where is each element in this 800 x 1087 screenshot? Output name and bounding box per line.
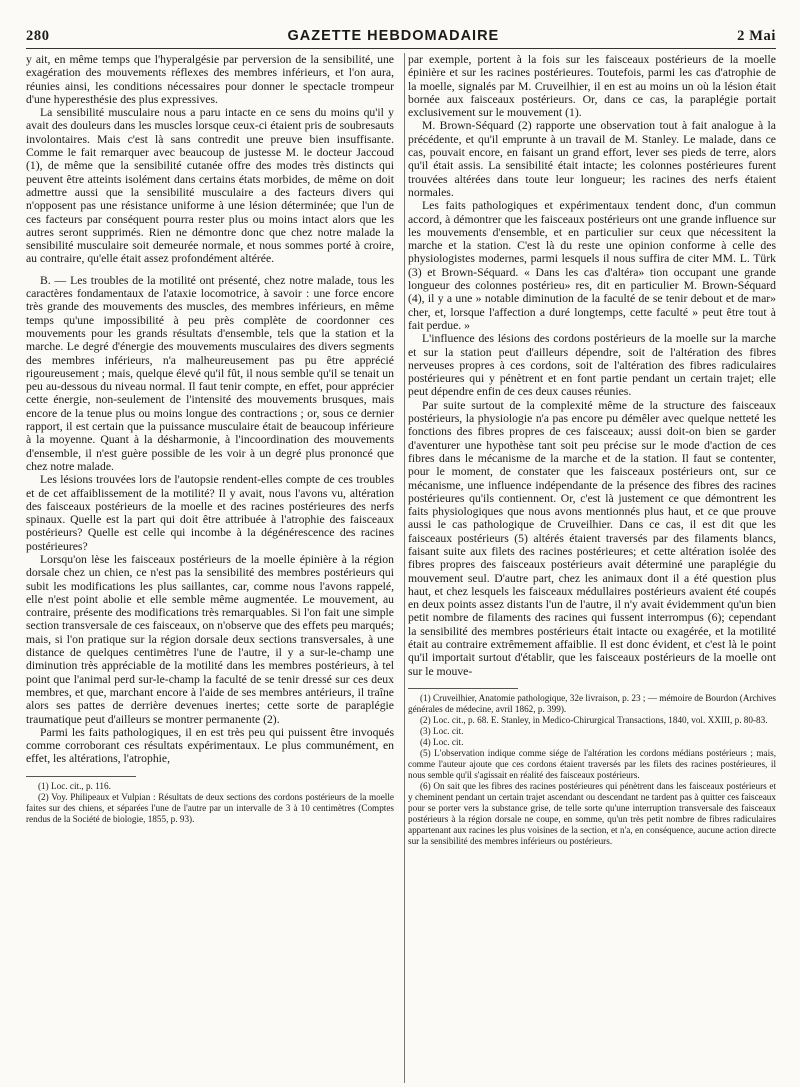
footnote-rule <box>408 688 518 689</box>
left-paragraph: y ait, en même temps que l'hyperalgésie par perversion de la sensibilité, une exagération des mouvements réflexes des membres inférieurs, et l'on aura, réunies ainsi, les conditions nécessaires pour donner le spectacle trompeur d'une hyperesthésie des plus expressives. <box>26 53 394 106</box>
footnote: (4) Loc. cit. <box>420 736 464 747</box>
left-column <box>26 53 394 847</box>
right-paragraph: par exemple, portent à la fois sur les faisceaux postérieurs de la moelle épinière et sur les racines postérieures. Toutefois, parmi les cas d'atrophie de la moelle, signalés par M. Cruveilhier, il en est au moins un où la lésion était bornée aux faisceaux postérieurs. Or, dans ce cas, la paraplégie portait exclusivement sur le mouvement (1). <box>408 53 776 120</box>
footnote: (3) Loc. cit. <box>420 725 464 736</box>
footnote: (6) On sait que les fibres des racines postérieures qui pénètrent dans les faisceaux postérieurs et y cheminent pendant un certain trajet ascendant ou descendant ne tardent pas à quitter ces faisceaux pour se porter vers la substance grise, de telle sorte qu'une interruption transversale des faisceaux postérieurs à la région dorsale ne coupe, en somme, qu'un très petit nombre de fibres radiculaires appartenant aux racines les plus voisines de la section, et n'a, en conséquence, aucune action directe sur la sensibilité des membres inférieurs ou postérieurs. <box>408 780 776 846</box>
journal-title: GAZETTE HEBDOMADAIRE <box>287 28 500 44</box>
left-paragraph: Les lésions trouvées lors de l'autopsie rendent-elles compte de ces troubles et de cet affaiblissement de la motilité? Il y avait, nous l'avons vu, altération des faisceaux postérieurs de la moelle et des racines postérieures des nerfs spinaux. Quelle est la part qui doit être attribuée à l'atrophie des faisceaux postérieurs? Quelle est celle qui incombe à la dégénérescence des racines postérieures? <box>26 473 394 553</box>
footnote-rule <box>26 776 136 777</box>
right-paragraph: Les faits pathologiques et expérimentaux tendent donc, d'un commun accord, à démontrer que les faisceaux postérieurs ont une grande influence sur les mouvements d'ensemble, et en particulier sur ceux que nécessitent la marche et la station. C'est là du reste une opinion conforme à celle des physiologistes modernes, parmi lesquels il nous suffira de citer MM. L. Türk (3) et Brown-Séquard. « Dans les cas d'altéra» tion occupant une grande longueur des colonnes postérieu» res, dit en particulier M. Brown-Séquard (4), il y a une » notable diminution de la faculté de se tenir debout et de mar» cher, et, lorsque l'affection a duré longtemps, cette faculté » peut être tout à fait perdue. » <box>408 199 776 332</box>
page-number: 280 <box>26 28 50 44</box>
footnote: (2) Loc. cit., p. 68. E. Stanley, in Medico-Chirurgical Transactions, 1840, vol. XXIII, p. 80-83. <box>420 714 768 725</box>
left-paragraph: La sensibilité musculaire nous a paru intacte en ce sens du moins qu'il y avait des douleurs dans les muscles lorsque ceux-ci étaient pris de soubresauts involontaires. Mais c'est là sans contredit une preuve bien insuffisante. Comme le fait remarquer avec beaucoup de justesse M. le docteur Jaccoud (1), de même que la sensibilité cutanée offre des modes très distincts qui peuvent être atteints isolément dans certains états morbides, de même on doit admettre aussi que la sensibilité musculaire a des facteurs divers qui n'opposent pas une résistance uniforme à une lésion déterminée; que l'un de ces facteurs par conséquent pourra rester plus ou moins intact alors que les autres seront supprimés. Rien ne démontre donc que chez notre malade la sensibilité musculaire soit demeurée normale, et nous sommes porté à croire, au contraire, qu'elle était assez profondément altérée. <box>26 106 394 266</box>
right-paragraph: L'influence des lésions des cordons postérieurs de la moelle sur la marche et sur la station peut d'ailleurs dépendre, soit de l'altération des fibres nerveuses propres à ces cordons, soit de l'altération des fibres radiculaires postérieures qui y pénètrent et en font partie pendant un certain trajet; elle peut dépendre enfin de ces deux causes réunies. <box>408 332 776 399</box>
right-paragraph: M. Brown-Séquard (2) rapporte une observation tout à fait analogue à la précédente, et qu'il emprunte à un travail de M. Stanley. Le malade, dans ce cas, pouvait encore, en faisant un grand effort, lever ses pieds de terre, alors qu'il était assis. La sensibilité était intacte; les colonnes postérieures furent trouvées altérées dans toute leur longueur; les racines des nerfs étaient normales. <box>408 119 776 199</box>
footnote: (5) L'observation indique comme siége de l'altération les cordons médians postérieurs ; mais, comme l'auteur ajoute que ces cordons étaient traversés par les filets des racines postérieures, il nous semble qu'il s'agissait en réalité des faisceaux postérieurs. <box>408 747 776 780</box>
column-divider <box>404 53 405 1083</box>
running-header <box>26 28 776 49</box>
footnote: (1) Loc. cit., p. 116. <box>38 780 111 791</box>
left-footnotes <box>26 781 394 825</box>
text-columns <box>26 53 776 847</box>
left-paragraph: Lorsqu'on lèse les faisceaux postérieurs de la moelle épinière à la région dorsale chez un chien, ce n'est pas la sensibilité des membres postérieurs qui subit les modifications les plus saillantes, car, comme nous l'avons rappelé, elle n'est point abolie et elle semble même augmentée. Le mouvement, au contraire, présente des modifications très remarquables. Si l'on fait une simple section transversale de ces faisceaux, on n'observe que des effets peu marqués; mais, si l'on pratique sur la région dorsale deux sections transversales, à une distance de quelques centimètres l'une de l'autre, il y a sur-le-champ une diminution très appréciable de la motilité dans les membres postérieurs, à tel point que l'animal perd sur-le-champ la faculté de se tenir dressé sur ces deux membres, et que, marchant encore à l'aide de ses membres antérieurs, il traîne alors ses pattes de derrière devenues inertes; cette sorte de paraplégie traumatique peut d'ailleurs se montrer permanente (2). <box>26 552 394 726</box>
issue-date: 2 Mai <box>737 28 776 44</box>
footnote: (2) Voy. Philipeaux et Vulpian : Résultats de deux sections des cordons postérieurs de la moelle faites sur des chiens, et séparées l'une de l'autre par un intervalle de 3 à 10 centimètres (Comptes rendus de la Société de biologie, 1855, p. 93). <box>26 791 394 824</box>
right-paragraph: Par suite surtout de la complexité même de la structure des faisceaux postérieurs, la physiologie n'a pas encore pu démêler avec quelque netteté les fonctions des fibres propres de ces faisceaux; aussi doit-on bien se garder d'aventurer une hypothèse tant soit peu précise sur le mode d'action de ces fibres dans le mécanisme de la marche et de la station. Il faut se contenter, pour le moment, de constater que les faisceaux postérieurs ont, sur ce mécanisme, une influence indépendante de la présence des fibres des racines postérieures qu'ils contiennent. Or, c'est là justement ce que démontrent les faits physiologiques que nous avons mentionnés plus haut, et ce que prouve aussi le cas pathologique de Cruveilhier. Dans ce cas, il est dit que les faisceaux postérieurs (5) altérés étaient traversés par des filaments blancs, faisant suite aux filets des racines postérieures; et cette altération isolée des fibres propres des faisceaux postérieurs avait déterminé une paraplégie du mouvement seul. D'autre part, chez les animaux dont il a été question plus haut, et chez lesquels les faisceaux médullaires postérieurs avaient été coupés en deux points assez distants l'un de l'autre, il n'y avait évidemment qu'un bien petit nombre de filaments des racines qui fussent interrompus (6); cependant la sensibilité des membres postérieurs était intacte ou exagérée, et la motilité était au contraire extrêmement affaiblie. Il est donc évident, et c'est là le point qu'il importait surtout d'établir, que les faisceaux postérieurs de la moelle ont sur le mouve- <box>408 398 776 678</box>
left-paragraph: B. — Les troubles de la motilité ont présenté, chez notre malade, tous les caractères fondamentaux de l'ataxie locomotrice, à savoir : une force encore très grande des mouvements des muscles, des membres inférieurs, en même temps qu'une impossibilité à peu près complète de coordonner ces mouvements pour les grands résultats d'ensemble, tels que la station et la marche. Le degré d'énergie des mouvements musculaires des divers segments des membres inférieurs, n'a malheureusement pas pu être apprécié rigoureusement ; mais, quelque élevé qu'il fût, il nous semble qu'il se tenait un peu au-dessous du niveau normal. Il faut tenir compte, en effet, pour apprécier cette énergie, non-seulement de l'intensité des mouvements brusques, mais encore de la tenue plus ou moins longue des contractions ; or, sous ce dernier rapport, il est certain que la puissance musculaire était de beaucoup inférieure à la moyenne. Quant à la désharmonie, à l'incoordination des mouvements d'ensemble, il n'est guère possible de les voir à un degré plus prononcé que chez notre malade. <box>26 273 394 473</box>
footnote: (1) Cruveilhier, Anatomie pathologique, 32e livraison, p. 23 ; — mémoire de Bourdon (Archives générales de médecine, avril 1862, p. 399). <box>408 692 776 714</box>
left-paragraph: Parmi les faits pathologiques, il en est très peu qui puissent être invoqués comme corroborant ces résultats expérimentaux. Le plus communément, en effet, les altérations, l'atrophie, <box>26 725 394 766</box>
right-footnotes <box>408 693 776 847</box>
right-column <box>408 53 776 847</box>
